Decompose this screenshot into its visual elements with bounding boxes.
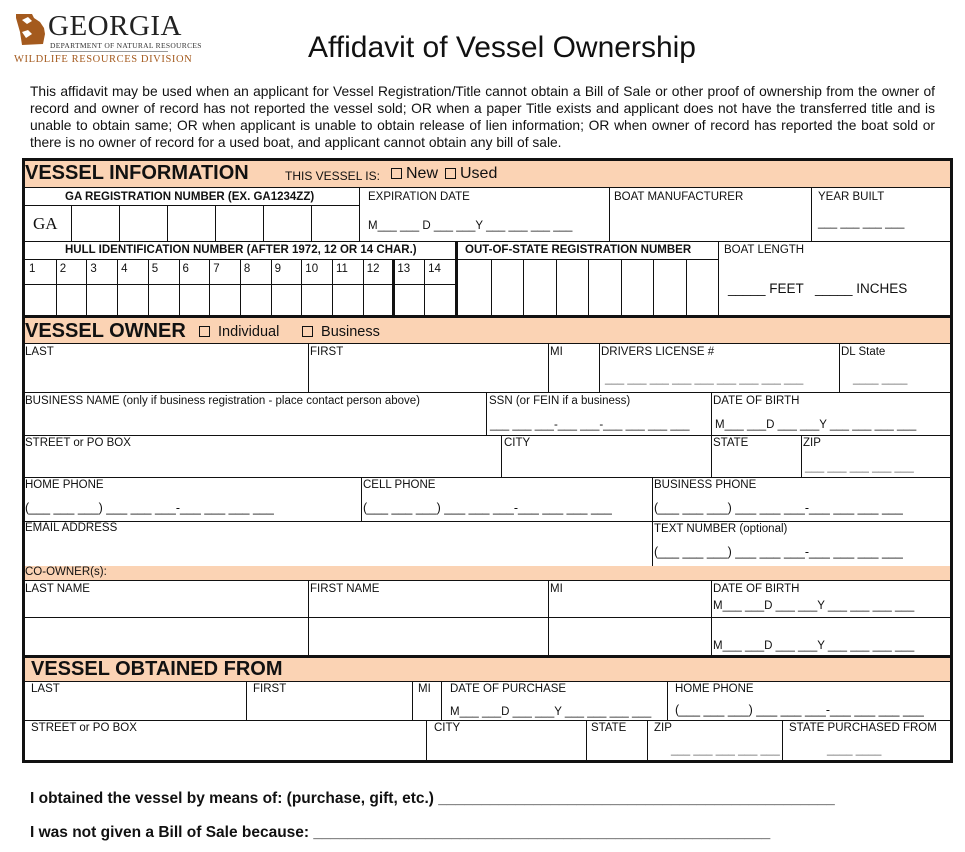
hull-id-cell[interactable] bbox=[118, 285, 147, 314]
divider bbox=[686, 259, 687, 315]
divider bbox=[240, 259, 241, 315]
hull-position-label: 5 bbox=[151, 263, 159, 275]
text-number-field[interactable]: (___ ___ ___) ___ ___ ___-___ ___ ___ ___ bbox=[654, 545, 903, 559]
out-of-state-cell[interactable] bbox=[654, 260, 685, 314]
divider bbox=[25, 343, 950, 344]
year-built-label: YEAR BUILT bbox=[818, 191, 885, 203]
checkbox-icon bbox=[391, 168, 402, 179]
divider bbox=[332, 259, 333, 315]
state-purchased-from-field[interactable]: ____ ____ bbox=[827, 744, 882, 756]
seller-mi-label: MI bbox=[418, 683, 431, 695]
no-bill-of-sale-statement[interactable]: I was not given a Bill of Sale because: _____________________________________________________ bbox=[30, 824, 771, 841]
divider bbox=[392, 259, 395, 315]
seller-last-label: LAST bbox=[31, 683, 60, 695]
logo-divider bbox=[50, 51, 168, 52]
business-phone-field[interactable]: (___ ___ ___) ___ ___ ___-___ ___ ___ ___ bbox=[654, 501, 903, 515]
divider bbox=[308, 343, 309, 392]
boat-manufacturer-field[interactable] bbox=[615, 205, 805, 239]
seller-home-phone-label: HOME PHONE bbox=[675, 683, 754, 695]
divider bbox=[56, 259, 57, 315]
seller-zip-field[interactable]: ___ ___ ___ ___ ___ bbox=[671, 744, 780, 756]
hull-id-cell[interactable] bbox=[241, 285, 270, 314]
owner-city-label: CITY bbox=[504, 437, 531, 449]
hull-position-label: 11 bbox=[336, 263, 348, 275]
divider bbox=[117, 259, 118, 315]
divider bbox=[501, 435, 502, 477]
business-phone-label: BUSINESS PHONE bbox=[654, 479, 757, 491]
divider bbox=[209, 259, 210, 315]
hull-id-cell[interactable] bbox=[333, 285, 362, 314]
checkbox-business[interactable]: Business bbox=[302, 324, 380, 340]
intro-paragraph: This affidavit may be used when an applicant for Vessel Registration/Title cannot obtain a Bill of Sale or other proof of ownership from the owner of record and owner of record has not reported the vessel sold; OR when a paper Title exists and applicant does not have the transferred title and is unable to obtain same; OR when applicant is unable to obtain release of lien information; OR when owner of record has reported the boat sold or there is no owner of record for a used boat, and applicant cannot obtain any bill of sale. bbox=[30, 84, 935, 150]
out-of-state-cell[interactable] bbox=[589, 260, 620, 314]
affidavit-form bbox=[22, 158, 953, 763]
owner-last-field[interactable] bbox=[27, 359, 303, 389]
email-field[interactable] bbox=[27, 537, 647, 563]
date-of-purchase-field[interactable]: M___ ___D ___ ___Y ___ ___ ___ ___ bbox=[450, 706, 652, 718]
hull-id-cell[interactable] bbox=[149, 285, 178, 314]
checkbox-icon bbox=[302, 326, 313, 337]
divider bbox=[486, 392, 487, 435]
divider bbox=[25, 521, 950, 522]
ga-registration-number-field[interactable] bbox=[72, 206, 358, 240]
checkbox-icon bbox=[199, 326, 210, 337]
out-of-state-cell[interactable] bbox=[557, 260, 588, 314]
boat-manufacturer-label: BOAT MANUFACTURER bbox=[614, 191, 744, 203]
divider bbox=[588, 259, 589, 315]
divider bbox=[25, 720, 950, 721]
hull-id-cell[interactable] bbox=[210, 285, 239, 314]
co-owner-1-first-field[interactable] bbox=[311, 597, 547, 615]
divider bbox=[548, 343, 549, 392]
hull-id-cell[interactable] bbox=[272, 285, 301, 314]
owner-zip-label: ZIP bbox=[803, 437, 821, 449]
hull-position-label: 12 bbox=[366, 263, 380, 275]
expiration-date-label: EXPIRATION DATE bbox=[368, 191, 470, 203]
seller-first-field[interactable] bbox=[249, 697, 409, 718]
hull-position-label: 8 bbox=[243, 263, 251, 275]
divider bbox=[148, 259, 149, 315]
ga-prefix: GA bbox=[33, 214, 58, 233]
divider bbox=[711, 580, 712, 655]
georgia-state-logo-icon bbox=[14, 12, 48, 46]
vessel-is-label: THIS VESSEL IS: bbox=[285, 169, 380, 183]
owner-street-field[interactable] bbox=[27, 451, 497, 475]
hull-position-label: 14 bbox=[428, 263, 441, 275]
section-heading-vessel-information: VESSEL INFORMATION bbox=[25, 162, 249, 184]
co-owner-2-mi-field[interactable] bbox=[551, 619, 709, 653]
checkbox-individual[interactable]: Individual bbox=[199, 324, 279, 340]
co-owner-1-last-field[interactable] bbox=[27, 597, 305, 615]
drivers-license-field[interactable]: ___ ___ ___ ___ ___ ___ ___ ___ ___ bbox=[605, 373, 804, 385]
divider bbox=[25, 617, 950, 618]
divider bbox=[25, 681, 950, 682]
co-owner-dob-label: DATE OF BIRTH bbox=[713, 583, 800, 595]
business-name-label: BUSINESS NAME (only if business registration - place contact person above) bbox=[25, 395, 421, 407]
hull-id-cell[interactable] bbox=[180, 285, 209, 314]
ssn-field[interactable]: ___ ___ ___-___ ___-___ ___ ___ ___ bbox=[490, 419, 690, 431]
divider bbox=[179, 259, 180, 315]
checkbox-used[interactable]: Used bbox=[445, 165, 497, 183]
hull-id-cell[interactable] bbox=[57, 285, 86, 314]
divider bbox=[441, 681, 442, 720]
date-of-purchase-label: DATE OF PURCHASE bbox=[450, 683, 567, 695]
means-of-obtaining-statement[interactable]: I obtained the vessel by means of: (purchase, gift, etc.) ______________________________________________ bbox=[30, 790, 835, 807]
logo-division: WILDLIFE RESOURCES DIVISION bbox=[14, 54, 193, 65]
divider bbox=[361, 477, 362, 521]
co-owner-first-label: FIRST NAME bbox=[310, 583, 380, 595]
hull-id-cell[interactable] bbox=[302, 285, 331, 314]
owner-first-field[interactable] bbox=[311, 359, 547, 389]
co-owner-band bbox=[25, 566, 950, 580]
section-heading-vessel-obtained-from: VESSEL OBTAINED FROM bbox=[31, 658, 283, 680]
owner-first-label: FIRST bbox=[310, 346, 344, 358]
business-name-field[interactable] bbox=[27, 409, 482, 433]
divider bbox=[426, 720, 427, 760]
home-phone-label: HOME PHONE bbox=[25, 479, 104, 491]
seller-first-label: FIRST bbox=[253, 683, 287, 695]
out-of-state-cell[interactable] bbox=[459, 260, 490, 314]
hull-position-label: 6 bbox=[182, 263, 189, 275]
hull-position-label: 4 bbox=[121, 263, 128, 275]
owner-dob-field[interactable]: M___ ___D ___ ___Y ___ ___ ___ ___ bbox=[715, 419, 917, 431]
checkbox-new[interactable]: New bbox=[391, 165, 438, 183]
hull-id-cell[interactable] bbox=[394, 285, 423, 314]
owner-state-field[interactable] bbox=[713, 451, 799, 475]
cell-phone-label: CELL PHONE bbox=[363, 479, 436, 491]
divider bbox=[412, 681, 413, 720]
section-heading-vessel-owner: VESSEL OWNER bbox=[25, 320, 186, 342]
text-number-label: TEXT NUMBER (optional) bbox=[654, 523, 788, 535]
owner-dob-label: DATE OF BIRTH bbox=[713, 395, 800, 407]
hull-id-cell[interactable] bbox=[364, 285, 393, 314]
hull-position-label: 10 bbox=[305, 263, 319, 275]
out-of-state-cell[interactable] bbox=[492, 260, 523, 314]
divider bbox=[609, 187, 610, 241]
divider bbox=[839, 343, 840, 392]
co-owner-label: CO-OWNER(s): bbox=[25, 566, 107, 578]
home-phone-field[interactable]: (___ ___ ___) ___ ___ ___-___ ___ ___ ___ bbox=[25, 501, 274, 515]
boat-length-label: BOAT LENGTH bbox=[724, 244, 805, 256]
owner-zip-field[interactable]: ___ ___ ___ ___ ___ bbox=[805, 461, 914, 473]
email-label: EMAIL ADDRESS bbox=[25, 522, 118, 534]
co-owner-1-mi-field[interactable] bbox=[551, 597, 709, 615]
divider bbox=[556, 259, 557, 315]
owner-mi-label: MI bbox=[550, 346, 563, 358]
seller-state-field[interactable] bbox=[589, 736, 644, 758]
divider bbox=[548, 580, 549, 655]
divider bbox=[718, 241, 719, 315]
cell-phone-field[interactable]: (___ ___ ___) ___ ___ ___-___ ___ ___ ___ bbox=[363, 501, 612, 515]
dl-state-field[interactable]: ____ ____ bbox=[853, 373, 908, 385]
dl-state-label: DL State bbox=[841, 346, 886, 358]
divider bbox=[491, 259, 492, 315]
logo-wordmark: GEORGIA bbox=[48, 10, 182, 42]
divider bbox=[25, 241, 950, 242]
divider bbox=[811, 187, 812, 241]
seller-city-field[interactable] bbox=[429, 736, 584, 758]
out-of-state-cell[interactable] bbox=[687, 260, 718, 314]
divider bbox=[308, 580, 309, 655]
out-of-state-cell[interactable] bbox=[622, 260, 653, 314]
owner-city-field[interactable] bbox=[504, 451, 708, 475]
divider bbox=[621, 259, 622, 315]
co-owner-last-label: LAST NAME bbox=[25, 583, 90, 595]
divider bbox=[801, 435, 802, 477]
out-of-state-registration-label: OUT-OF-STATE REGISTRATION NUMBER bbox=[465, 244, 692, 256]
divider bbox=[25, 392, 950, 393]
divider bbox=[647, 720, 648, 760]
co-owner-2-first-field[interactable] bbox=[311, 619, 547, 653]
co-owner-2-last-field[interactable] bbox=[27, 619, 305, 653]
year-built-field[interactable]: ___ ___ ___ ___ bbox=[818, 217, 905, 229]
seller-city-label: CITY bbox=[434, 722, 461, 734]
divider bbox=[586, 720, 587, 760]
owner-state-label: STATE bbox=[713, 437, 749, 449]
divider bbox=[359, 187, 360, 241]
co-owner-mi-label: MI bbox=[550, 583, 563, 595]
divider bbox=[523, 259, 524, 315]
owner-street-label: STREET or PO BOX bbox=[25, 437, 131, 449]
divider bbox=[271, 259, 272, 315]
hull-position-label: 13 bbox=[397, 263, 411, 275]
hull-position-label: 3 bbox=[90, 263, 97, 275]
divider bbox=[25, 477, 950, 478]
divider bbox=[25, 435, 950, 436]
ga-registration-label: GA REGISTRATION NUMBER (EX. GA1234ZZ) bbox=[65, 191, 315, 203]
hull-id-cell[interactable] bbox=[26, 285, 55, 314]
expiration-date-field[interactable]: M___ ___ D ___ ___Y ___ ___ ___ ___ bbox=[368, 220, 573, 232]
divider bbox=[86, 259, 87, 315]
divider bbox=[363, 259, 364, 315]
co-owner-2-dob-field[interactable]: M___ ___D ___ ___Y ___ ___ ___ ___ bbox=[713, 640, 915, 652]
hull-position-label: 2 bbox=[59, 263, 67, 275]
boat-length-inches-field[interactable]: _____ INCHES bbox=[815, 281, 908, 296]
out-of-state-cell[interactable] bbox=[524, 260, 555, 314]
hull-id-label: HULL IDENTIFICATION NUMBER (AFTER 1972, 12 OR 14 CHAR.) bbox=[65, 244, 417, 256]
seller-home-phone-field[interactable]: (___ ___ ___) ___ ___ ___-___ ___ ___ ___ bbox=[675, 703, 924, 717]
state-purchased-from-label: STATE PURCHASED FROM bbox=[789, 722, 937, 734]
seller-street-field[interactable] bbox=[31, 736, 421, 758]
divider bbox=[653, 259, 654, 315]
page-title: Affidavit of Vessel Ownership bbox=[308, 31, 696, 64]
divider bbox=[667, 681, 668, 720]
divider bbox=[455, 241, 458, 315]
boat-length-feet-field[interactable]: _____ FEET bbox=[728, 281, 804, 296]
drivers-license-label: DRIVERS LICENSE # bbox=[601, 346, 715, 358]
co-owner-1-dob-field[interactable]: M___ ___D ___ ___Y ___ ___ ___ ___ bbox=[713, 600, 915, 612]
hull-position-label: 9 bbox=[274, 263, 281, 275]
logo-department: DEPARTMENT OF NATURAL RESOURCES bbox=[50, 41, 202, 50]
divider bbox=[25, 580, 950, 581]
divider bbox=[599, 343, 600, 392]
divider bbox=[424, 259, 425, 315]
hull-position-label: 7 bbox=[213, 263, 220, 275]
seller-street-label: STREET or PO BOX bbox=[31, 722, 137, 734]
hull-id-cell[interactable] bbox=[87, 285, 116, 314]
hull-position-label: 1 bbox=[29, 263, 36, 275]
divider bbox=[782, 720, 783, 760]
hull-id-cell[interactable] bbox=[425, 285, 454, 314]
owner-last-label: LAST bbox=[25, 346, 54, 358]
checkbox-icon bbox=[445, 168, 456, 179]
seller-zip-label: ZIP bbox=[654, 722, 672, 734]
divider bbox=[246, 681, 247, 720]
seller-last-field[interactable] bbox=[31, 697, 241, 718]
seller-state-label: STATE bbox=[591, 722, 627, 734]
ssn-label: SSN (or FEIN if a business) bbox=[489, 395, 631, 407]
divider bbox=[301, 259, 302, 315]
